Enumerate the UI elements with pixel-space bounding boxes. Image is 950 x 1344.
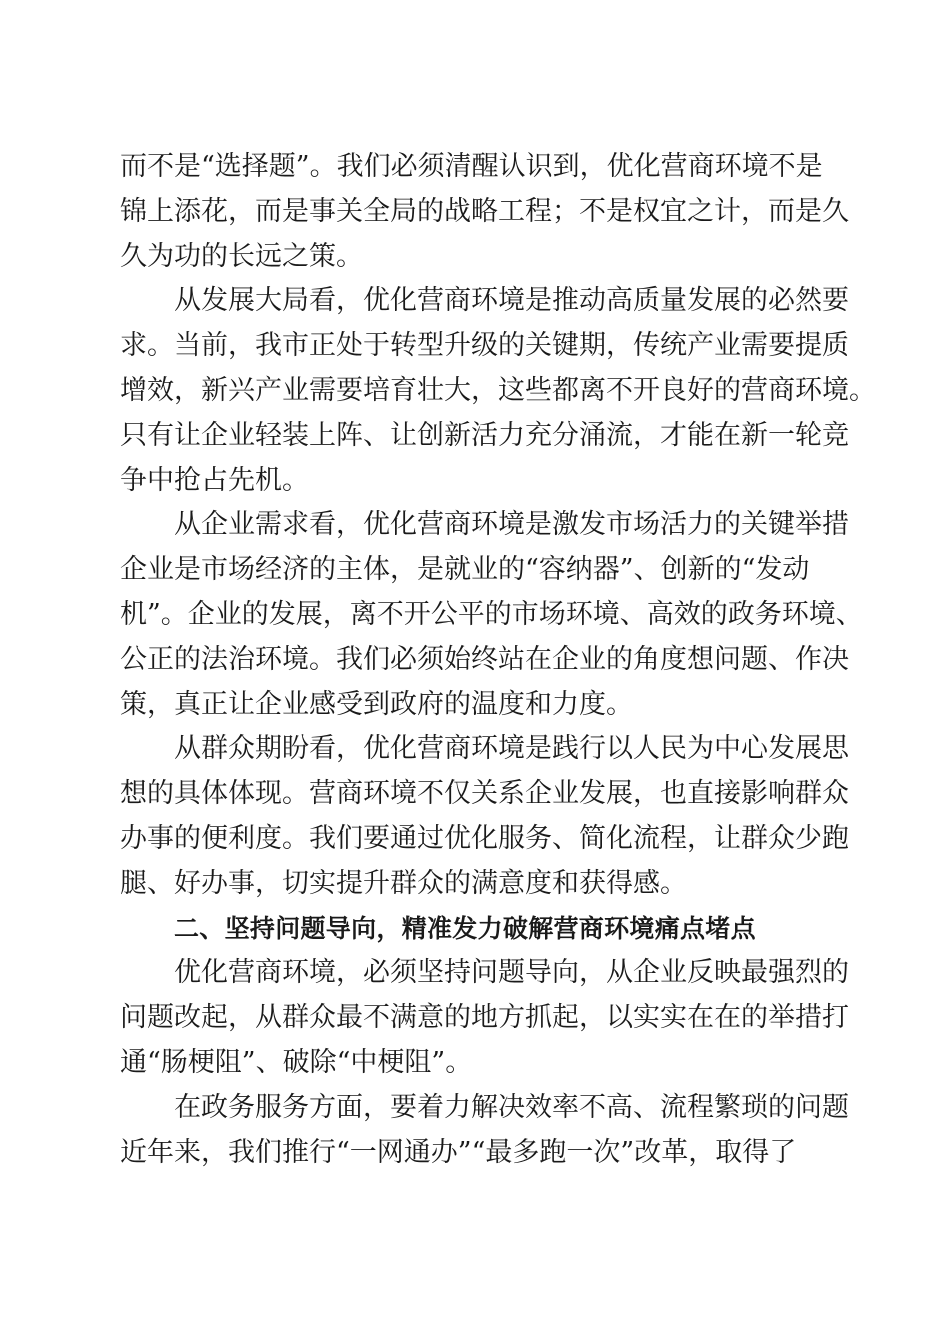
text-line: 公正的法治环境。我们必须始终站在企业的角度想问题、作决 <box>120 643 849 675</box>
text-line: 机”。企业的发展，离不开公平的市场环境、高效的政务环境、 <box>120 598 863 630</box>
text-line: 只有让企业轻装上阵、让创新活力充分涌流，才能在新一轮竞 <box>120 419 849 451</box>
section-heading: 二、坚持问题导向，精准发力破解营商环境痛点堵点 <box>174 913 756 943</box>
text-line: 近年来，我们推行“一网通办”“最多跑一次”改革，取得了 <box>120 1136 797 1168</box>
text-line: 从群众期盼看，优化营商环境是践行以人民为中心发展思 <box>174 733 849 765</box>
text-line: 求。当前，我市正处于转型升级的关键期，传统产业需要提质 <box>120 330 849 362</box>
text-line: 策，真正让企业感受到政府的温度和力度。 <box>120 688 633 720</box>
text-line: 久为功的长远之策。 <box>120 240 363 272</box>
text-line: 从发展大局看，优化营商环境是推动高质量发展的必然要 <box>174 285 849 317</box>
text-line: 争中抢占先机。 <box>120 464 309 496</box>
text-line: 办事的便利度。我们要通过优化服务、简化流程，让群众少跑 <box>120 822 849 854</box>
text-line: 锦上添花，而是事关全局的战略工程；不是权宜之计，而是久 <box>120 195 849 227</box>
text-line: 优化营商环境，必须坚持问题导向，从企业反映最强烈的 <box>174 957 849 989</box>
text-line: 企业是市场经济的主体，是就业的“容纳器”、创新的“发动 <box>120 554 810 586</box>
text-line: 腿、好办事，切实提升群众的满意度和获得感。 <box>120 867 687 899</box>
text-line: 从企业需求看，优化营商环境是激发市场活力的关键举措 <box>174 509 849 541</box>
text-line: 而不是“选择题”。我们必须清醒认识到，优化营商环境不是 <box>120 151 823 182</box>
text-line: 问题改起，从群众最不满意的地方抓起，以实实在在的举措打 <box>120 1002 849 1034</box>
text-line: 增效，新兴产业需要培育壮大，这些都离不开良好的营商环境。 <box>120 374 876 406</box>
text-line: 通“肠梗阻”、破除“中梗阻”。 <box>120 1046 473 1078</box>
text-line: 在政务服务方面，要着力解决效率不高、流程繁琐的问题 <box>174 1091 849 1123</box>
document-body <box>120 145 876 1175</box>
text-line: 想的具体体现。营商环境不仅关系企业发展，也直接影响群众 <box>120 778 849 810</box>
